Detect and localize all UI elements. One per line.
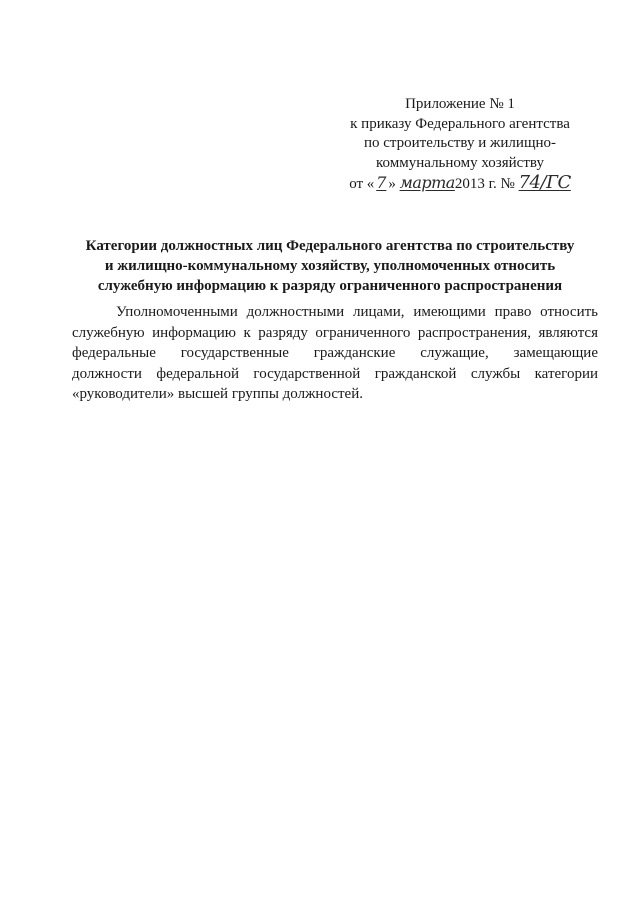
date-year-suffix: 2013 г. № [454,176,515,192]
title-line-2: и жилищно-коммунальному хозяйству, уполномоченных относить [104,258,556,274]
handwritten-order-number: 74/ГС [518,172,571,193]
date-prefix: от « [349,176,375,192]
body-line-4: должности федеральной государственной гражданской службы категории [72,365,598,382]
body-line-3: федеральные государственные гражданские служащие, замещающие [72,345,598,361]
body-line-1: Уполномоченными должностными лицами, имеющими право относить [116,304,598,320]
document-title [60,236,600,296]
handwritten-month: марта [399,173,455,192]
handwritten-day: 7 [376,173,387,192]
appendix-line-4: коммунальному хозяйству [376,154,544,171]
body-line-5: «руководители» высшей группы должностей. [72,386,363,402]
appendix-line-3: по строительству и жилищно- [363,135,557,151]
body-paragraph [72,302,598,405]
title-line-1: Категории должностных лиц Федерального агентства по строительству [85,238,575,254]
body-line-2: служебную информацию к разряду ограниченного распространения, являются [72,324,598,341]
order-date-line [340,173,580,195]
date-mid: » [388,176,396,192]
appendix-line-2: к приказу Федерального агентства [350,115,570,132]
appendix-header [340,95,580,195]
title-line-3: служебную информацию к разряду ограниченного распространения [97,278,563,294]
appendix-line-1: Приложение № 1 [405,96,515,112]
